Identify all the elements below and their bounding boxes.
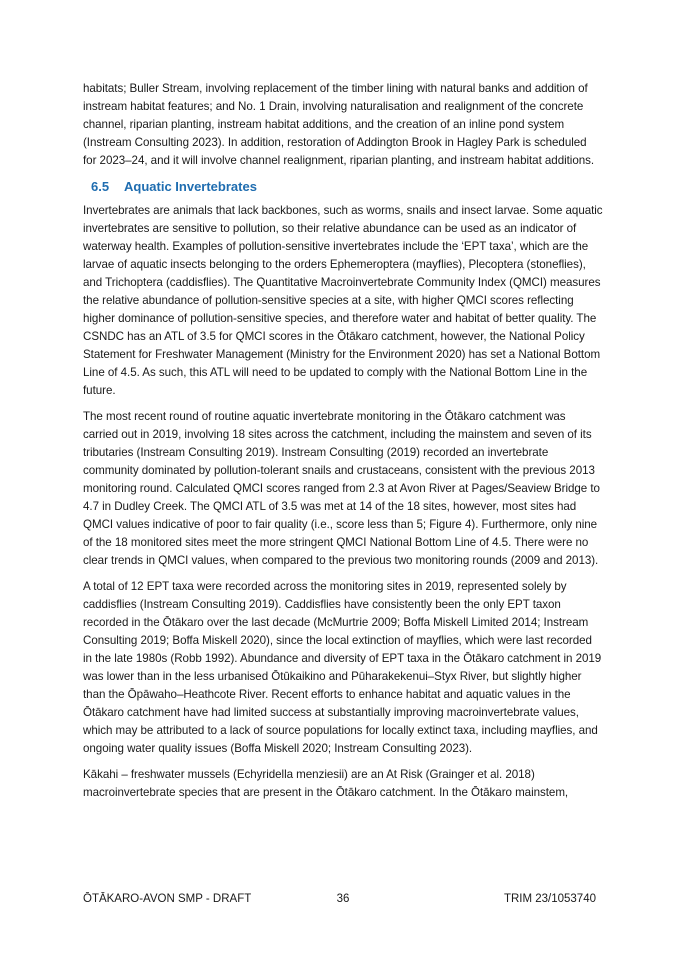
- section-number: 6.5: [91, 179, 110, 194]
- footer-trim-reference: TRIM 23/1053740: [503, 893, 596, 905]
- section-title: Aquatic Invertebrates: [124, 179, 257, 194]
- paragraph-monitoring-2019: The most recent round of routine aquatic invertebrate monitoring in the Ōtākaro catchment was carried out in 2019, involving 18 sites across the catchment, including the mainstem and seven of its tributaries (Instream Consulting 2019). Instream Consulting (2019) recorded an invertebrate community dominated by pollution-tolerant snails and crustaceans, consistent with the previous 2013 monitoring round. Calculated QMCI scores ranged from 2.3 at Avon River at Pages/Seaview Bridge to 4.7 in Dudley Creek. The QMCI ATL of 3.5 was met at 14 of the 18 sites, however, most sites had QMCI values indicative of poor to fair quality (i.e., score less than 5; Figure 4). Furthermore, only nine of the 18 monitored sites meet the more stringent QMCI National Bottom Line of 4.5. There were no clear trends in QMCI values, when compared to the previous two monitoring rounds (2009 and 2013).: [83, 410, 600, 567]
- section-heading: [91, 178, 603, 196]
- paragraph-kakahi: Kākahi – freshwater mussels (Echyridella menziesii) are an At Risk (Grainger et al. 2018) macroinvertebrate species that are present in the Ōtākaro catchment. In the Ōtākaro mainstem,: [83, 768, 569, 799]
- paragraph-ept-taxa: A total of 12 EPT taxa were recorded across the monitoring sites in 2019, represented solely by caddisflies (Instream Consulting 2019). Caddisflies have consistently been the only EPT taxon recorded in the Ōtākaro over the last decade (McMurtrie 2009; Boffa Miskell Limited 2014; Instream Consulting 2019; Boffa Miskell 2020), since the local extinction of mayflies, which were last recorded in the late 1980s (Robb 1992). Abundance and diversity of EPT taxa in the Ōtākaro catchment in 2019 was lower than in the less urbanised Ōtūkaikino and Pūharakekenui–Styx River, but slightly higher than the Ōpāwaho–Heathcote River. Recent efforts to enhance habitat and aquatic values in the Ōtākaro catchment have had limited success at substantially improving macroinvertebrate values, which may be attributed to a lack of source populations for locally extinct taxa, including mayflies, and ongoing water quality issues (Boffa Miskell 2020; Instream Consulting 2023).: [83, 580, 602, 755]
- footer-page-number: 36: [336, 893, 350, 905]
- page-body: [83, 80, 603, 810]
- footer-document-title: ŌTĀKARO-AVON SMP - DRAFT: [83, 893, 252, 905]
- paragraph-invertebrates-intro: Invertebrates are animals that lack backbones, such as worms, snails and insect larvae. Some aquatic invertebrates are sensitive to pollution, so their relative abundance can be used as an indicator of waterway health. Examples of pollution-sensitive invertebrates include the ‘EPT taxa’, which are the larvae of aquatic insects belonging to the orders Ephemeroptera (mayflies), Plecoptera (stoneflies), and Trichoptera (caddisflies). The Quantitative Macroinvertebrate Community Index (QMCI) measures the relative abundance of pollution-sensitive species at a site, with higher QMCI scores reflecting higher dominance of pollution-sensitive species, and therefore water and habitat of better quality. The CSNDC has an ATL of 3.5 for QMCI scores in the Ōtākaro catchment, however, the National Policy Statement for Freshwater Management (Ministry for the Environment 2020) has set a National Bottom Line of 4.5. As such, this ATL will need to be updated to comply with the National Bottom Line in the future.: [83, 204, 603, 397]
- page-footer: [83, 890, 596, 908]
- intro-paragraph: habitats; Buller Stream, involving replacement of the timber lining with natural banks and addition of instream habitat features; and No. 1 Drain, involving naturalisation and realignment of the concrete channel, riparian planting, instream habitat additions, and the creation of an inline pond system (Instream Consulting 2023). In addition, restoration of Addington Brook in Hagley Park is scheduled for 2023–24, and it will involve channel realignment, riparian planting, and instream habitat additions.: [83, 82, 595, 167]
